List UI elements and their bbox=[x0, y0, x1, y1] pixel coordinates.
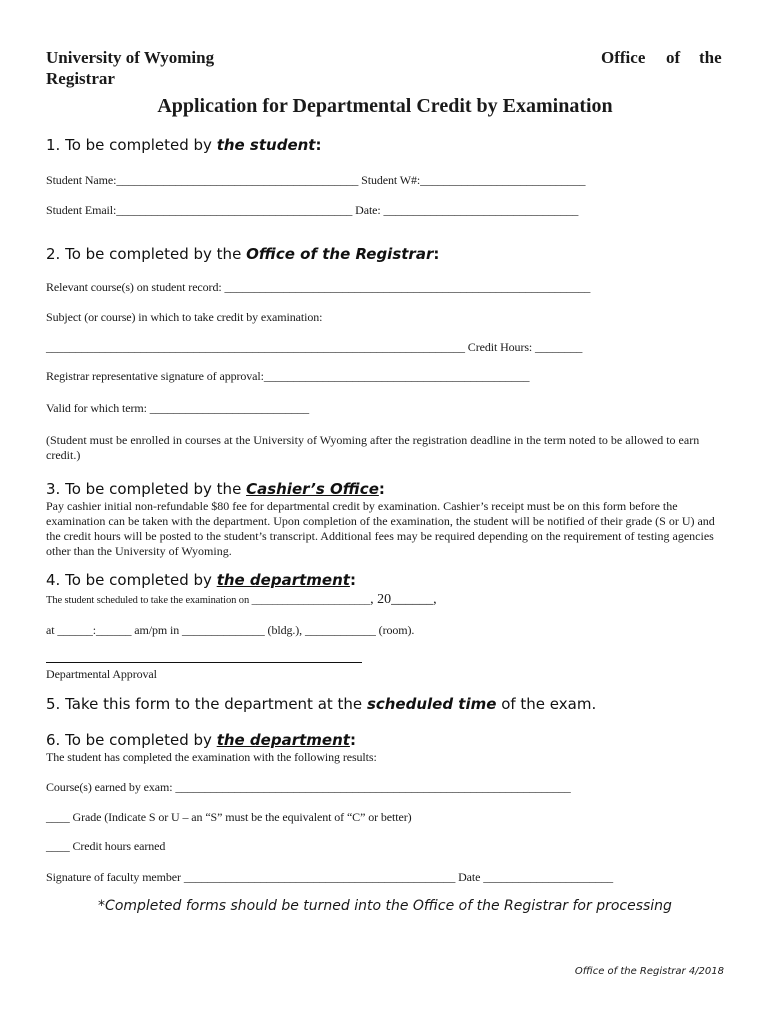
section5-suffix: of the exam. bbox=[496, 695, 597, 713]
section6-emphasis: the department bbox=[216, 731, 350, 749]
exam-schedule-line[interactable] bbox=[46, 590, 437, 608]
registrar-label: Registrar bbox=[46, 69, 115, 88]
cashier-paragraph: Pay cashier initial non-refundable $80 fee for departmental credit by examination. Cashier’s receipt must be on this form before the examination can be taken with the department. Upon completion of the examination, the student will be notified of their grade (S or U) and the credit hours will be posted to the student’s transcript. Additional fees may be required depending on the requirement of testing agencies other than the University of Wyoming. bbox=[46, 499, 715, 558]
section5-heading bbox=[46, 695, 596, 713]
credit-hours-earned-line[interactable]: ____ Credit hours earned bbox=[46, 839, 166, 853]
form-title: Application for Departmental Credit by Examination bbox=[157, 95, 613, 117]
university-name: University of Wyoming bbox=[46, 48, 215, 67]
section1-heading bbox=[46, 136, 321, 154]
section1-colon: : bbox=[315, 136, 322, 154]
section4-heading bbox=[46, 571, 356, 589]
exam-time-location-line[interactable]: at ______:______ am/pm in ______________ (bldg.), ____________ (room). bbox=[46, 623, 415, 637]
section2-emphasis: Office of the Registrar bbox=[246, 245, 434, 263]
student-name-w-line[interactable]: Student Name:_________________________________________ Student W#:____________________________ bbox=[46, 173, 586, 187]
exam-schedule-text: The student scheduled to take the examination on _______________________ bbox=[46, 595, 371, 606]
section6-prefix: 6. To be completed by bbox=[46, 731, 217, 749]
section5-prefix: 5. Take this form to the department at the bbox=[46, 695, 367, 713]
exam-year-text: , 20______, bbox=[370, 592, 437, 607]
grade-line[interactable]: ____ Grade (Indicate S or U – an “S” must be the equivalent of “C” or better) bbox=[46, 810, 412, 824]
departmental-approval-signature-line[interactable] bbox=[46, 662, 362, 663]
section2-prefix: 2. To be completed by the bbox=[46, 245, 247, 263]
footer-office-date: Office of the Registrar 4/2018 bbox=[574, 966, 724, 977]
section3-prefix: 3. To be completed by the bbox=[46, 480, 247, 498]
of-word: of bbox=[666, 48, 681, 67]
departmental-approval-label: Departmental Approval bbox=[46, 667, 157, 681]
section2-heading bbox=[46, 245, 439, 263]
section4-emphasis: the department bbox=[216, 571, 350, 589]
relevant-courses-line[interactable]: Relevant course(s) on student record: ______________________________________________________________ bbox=[46, 280, 591, 294]
section1-prefix: 1. To be completed by bbox=[46, 136, 217, 154]
subject-label: Subject (or course) in which to take credit by examination: bbox=[46, 310, 323, 324]
section4-prefix: 4. To be completed by bbox=[46, 571, 217, 589]
student-email-date-line[interactable]: Student Email:________________________________________ Date: _________________________________ bbox=[46, 203, 579, 217]
section3-heading bbox=[46, 480, 385, 498]
results-intro: The student has completed the examination with the following results: bbox=[46, 750, 377, 764]
section2-colon: : bbox=[433, 245, 440, 263]
the-word: the bbox=[699, 48, 722, 67]
section1-emphasis: the student bbox=[216, 136, 316, 154]
valid-term-line[interactable]: Valid for which term: ___________________________ bbox=[46, 401, 310, 415]
section4-colon: : bbox=[349, 571, 356, 589]
section3-emphasis: Cashier’s Office bbox=[246, 480, 379, 498]
office-word: Office bbox=[601, 48, 646, 67]
courses-earned-line[interactable]: Course(s) earned by exam: ___________________________________________________________________ bbox=[46, 780, 571, 794]
section3-colon: : bbox=[378, 480, 385, 498]
faculty-signature-date-line[interactable]: Signature of faculty member ______________________________________________ Date ______________________ bbox=[46, 870, 614, 884]
registrar-signature-line[interactable]: Registrar representative signature of approval:_____________________________________________ bbox=[46, 369, 530, 383]
closing-instruction: *Completed forms should be turned into the Office of the Registrar for processing bbox=[98, 898, 672, 914]
subject-credit-hours-line[interactable]: _______________________________________________________________________ Credit Hours: ________ bbox=[46, 340, 583, 354]
section6-heading bbox=[46, 731, 356, 749]
enrollment-note: (Student must be enrolled in courses at the University of Wyoming after the registration deadline in the term noted to be allowed to earn credit.) bbox=[46, 433, 700, 462]
section6-colon: : bbox=[349, 731, 356, 749]
section5-emphasis: scheduled time bbox=[366, 695, 497, 713]
